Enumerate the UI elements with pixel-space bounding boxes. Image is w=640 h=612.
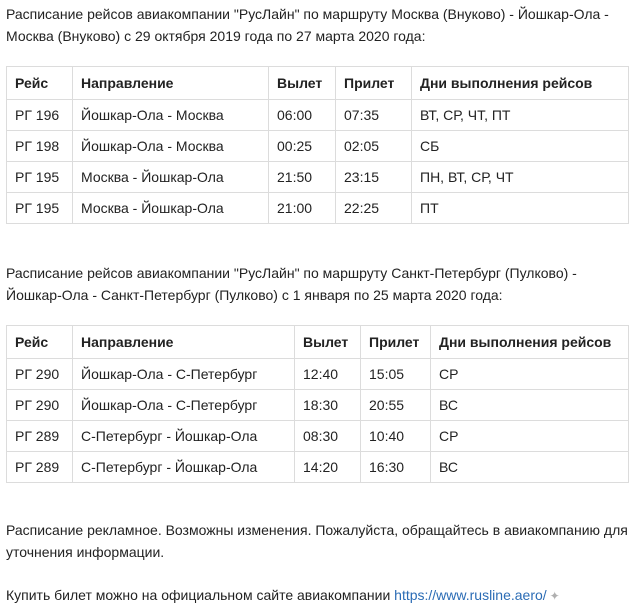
operating-days: ПТ bbox=[412, 193, 629, 224]
table-header-row bbox=[7, 326, 629, 359]
column-header-route: Направление bbox=[73, 67, 269, 100]
table-row bbox=[7, 452, 629, 483]
flight-route: С-Петербург - Йошкар-Ола bbox=[73, 452, 295, 483]
operating-days: СБ bbox=[412, 131, 629, 162]
column-header-flight: Рейс bbox=[7, 326, 73, 359]
external-link-icon[interactable]: ✦ bbox=[549, 589, 560, 603]
buy-ticket-note bbox=[6, 584, 634, 607]
operating-days: ВТ, СР, ЧТ, ПТ bbox=[412, 100, 629, 131]
column-header-departure: Вылет bbox=[295, 326, 361, 359]
table-header-row bbox=[7, 67, 629, 100]
table-row bbox=[7, 100, 629, 131]
column-header-days: Дни выполнения рейсов bbox=[431, 326, 629, 359]
operating-days: СР bbox=[431, 359, 629, 390]
buy-ticket-text: Купить билет можно на официальном сайте авиакомпании bbox=[6, 587, 391, 603]
flight-number: РГ 290 bbox=[7, 390, 73, 421]
departure-time: 21:00 bbox=[269, 193, 336, 224]
departure-time: 21:50 bbox=[269, 162, 336, 193]
arrival-time: 20:55 bbox=[361, 390, 431, 421]
flight-route: Йошкар-Ола - С-Петербург bbox=[73, 359, 295, 390]
flight-number: РГ 195 bbox=[7, 162, 73, 193]
arrival-time: 23:15 bbox=[336, 162, 412, 193]
flight-number: РГ 290 bbox=[7, 359, 73, 390]
departure-time: 00:25 bbox=[269, 131, 336, 162]
flight-route: Москва - Йошкар-Ола bbox=[73, 162, 269, 193]
flight-number: РГ 289 bbox=[7, 452, 73, 483]
flight-number: РГ 198 bbox=[7, 131, 73, 162]
flight-route: С-Петербург - Йошкар-Ола bbox=[73, 421, 295, 452]
schedule-table-moscow bbox=[6, 66, 629, 224]
schedule-intro-spb: Расписание рейсов авиакомпании "РусЛайн" по маршруту Санкт-Петербург (Пулково) - Йошкар-Ола - Санкт-Петербург (Пулково) с 1 января по 25 марта 2020 года: bbox=[6, 265, 577, 303]
column-header-flight: Рейс bbox=[7, 67, 73, 100]
flight-route: Москва - Йошкар-Ола bbox=[73, 193, 269, 224]
column-header-days: Дни выполнения рейсов bbox=[412, 67, 629, 100]
operating-days: ВС bbox=[431, 452, 629, 483]
departure-time: 08:30 bbox=[295, 421, 361, 452]
schedule-intro-moscow: Расписание рейсов авиакомпании "РусЛайн" по маршруту Москва (Внуково) - Йошкар-Ола - Москва (Внуково) с 29 октября 2019 года по 27 марта 2020 года: bbox=[6, 6, 609, 44]
operating-days: ПН, ВТ, СР, ЧТ bbox=[412, 162, 629, 193]
table-row bbox=[7, 421, 629, 452]
departure-time: 14:20 bbox=[295, 452, 361, 483]
table-row bbox=[7, 162, 629, 193]
arrival-time: 15:05 bbox=[361, 359, 431, 390]
table-row bbox=[7, 131, 629, 162]
arrival-time: 16:30 bbox=[361, 452, 431, 483]
flight-number: РГ 289 bbox=[7, 421, 73, 452]
rusline-website-link[interactable]: https://www.rusline.aero/ bbox=[394, 587, 547, 603]
column-header-arrival: Прилет bbox=[361, 326, 431, 359]
schedule-table-spb bbox=[6, 325, 629, 483]
table-row bbox=[7, 390, 629, 421]
operating-days: СР bbox=[431, 421, 629, 452]
flight-number: РГ 195 bbox=[7, 193, 73, 224]
column-header-arrival: Прилет bbox=[336, 67, 412, 100]
arrival-time: 10:40 bbox=[361, 421, 431, 452]
departure-time: 18:30 bbox=[295, 390, 361, 421]
column-header-route: Направление bbox=[73, 326, 295, 359]
operating-days: ВС bbox=[431, 390, 629, 421]
arrival-time: 22:25 bbox=[336, 193, 412, 224]
arrival-time: 02:05 bbox=[336, 131, 412, 162]
schedule-disclaimer: Расписание рекламное. Возможны изменения. Пожалуйста, обращайтесь в авиакомпанию для уточнения информации. bbox=[6, 522, 628, 560]
departure-time: 12:40 bbox=[295, 359, 361, 390]
flight-route: Йошкар-Ола - Москва bbox=[73, 131, 269, 162]
flight-route: Йошкар-Ола - С-Петербург bbox=[73, 390, 295, 421]
arrival-time: 07:35 bbox=[336, 100, 412, 131]
table-row bbox=[7, 359, 629, 390]
flight-number: РГ 196 bbox=[7, 100, 73, 131]
table-row bbox=[7, 193, 629, 224]
departure-time: 06:00 bbox=[269, 100, 336, 131]
column-header-departure: Вылет bbox=[269, 67, 336, 100]
flight-route: Йошкар-Ола - Москва bbox=[73, 100, 269, 131]
